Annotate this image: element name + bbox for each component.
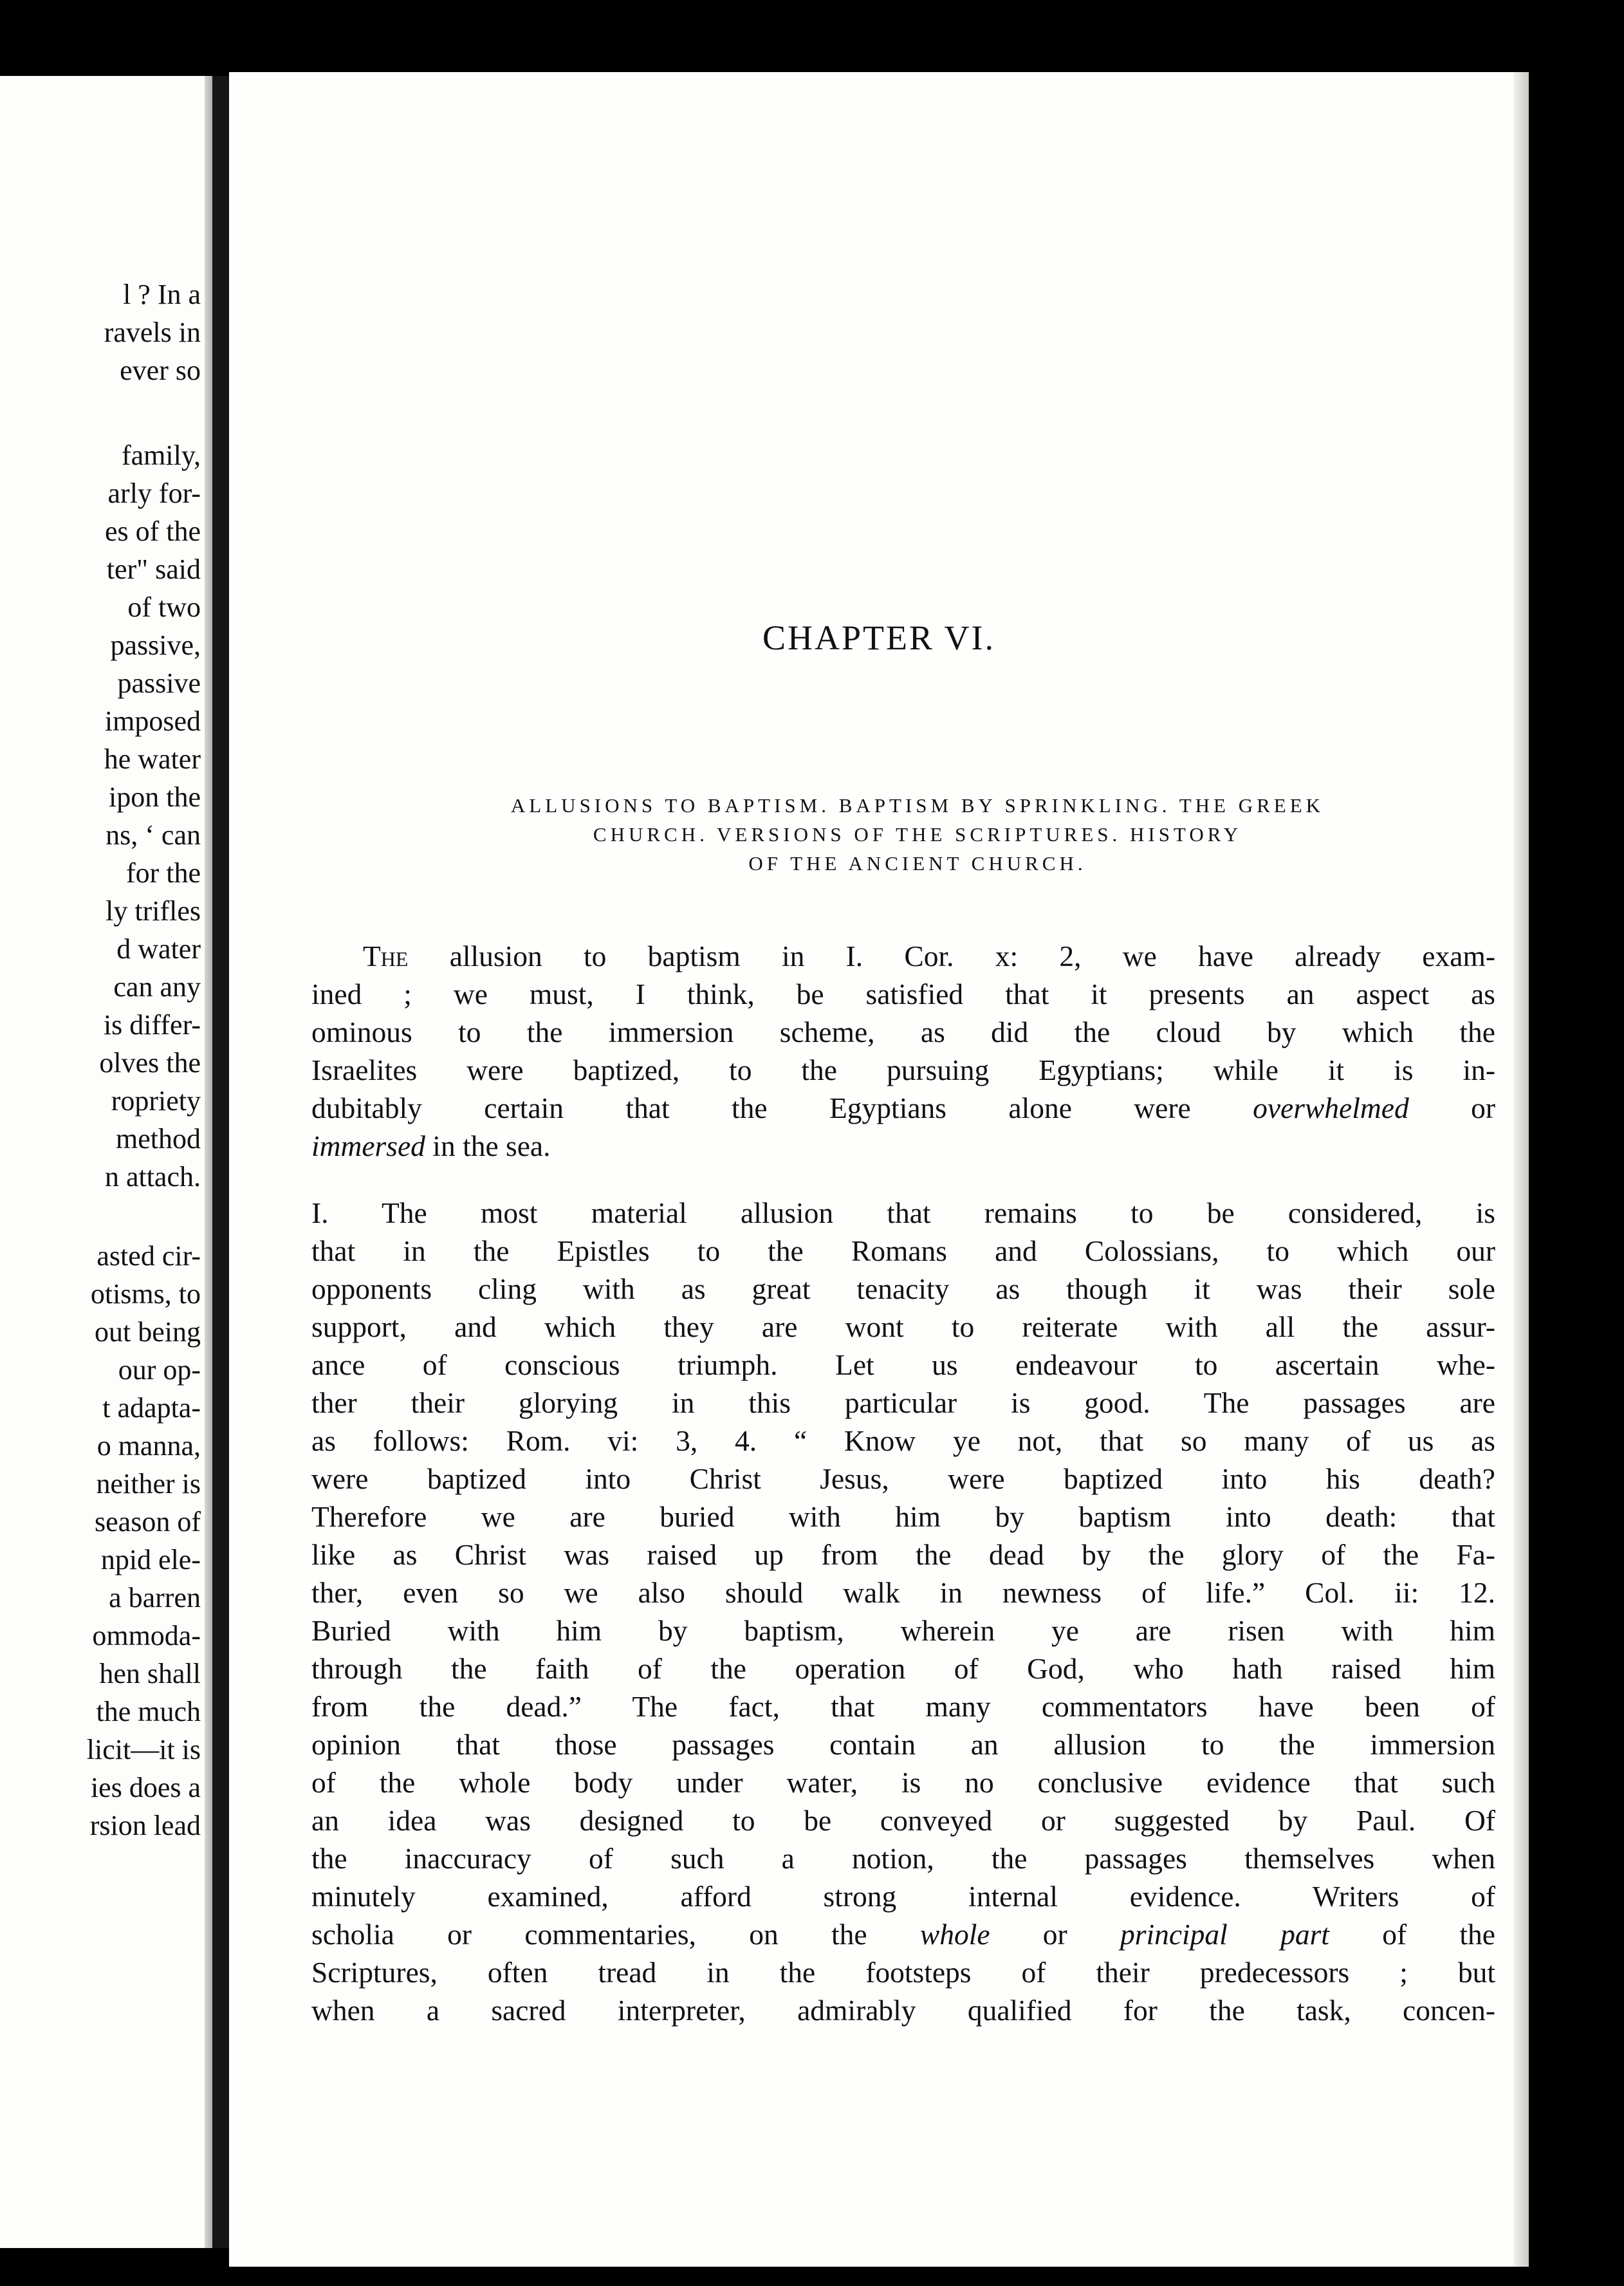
body-line: when a sacred interpreter, admirably qualified for the task, concen- <box>311 1994 1495 2027</box>
left-page-line: asted cir- <box>97 1240 201 1272</box>
body-line: were baptized into Christ Jesus, were baptized into his death? <box>311 1462 1495 1495</box>
chapter-body <box>311 937 1495 2029</box>
chapter-title: CHAPTER VI. <box>762 618 996 657</box>
italic-word: principal part <box>1120 1918 1329 1951</box>
left-page-line: passive <box>117 667 201 699</box>
left-page-line: arly for- <box>107 478 201 509</box>
body-line: opponents cling with as great tenacity as though it was their sole <box>311 1272 1495 1305</box>
left-page-line: the much <box>96 1696 201 1727</box>
left-page-line: out being <box>95 1316 201 1348</box>
italic-word: whole <box>919 1918 990 1951</box>
italic-word: immersed <box>311 1129 425 1162</box>
body-line: ined ; we must, I think, be satisfied that it presents an aspect as <box>311 978 1495 1010</box>
body-line: support, and which they are wont to reiterate with all the assur- <box>311 1310 1495 1343</box>
body-line: like as Christ was raised up from the dead by the glory of the Fa- <box>311 1538 1495 1571</box>
left-page-line: rsion lead <box>89 1810 201 1841</box>
body-line: Therefore we are buried with him by baptism into death: that <box>311 1500 1495 1533</box>
left-page-line: ies does a <box>90 1772 201 1803</box>
body-line: Israelites were baptized, to the pursuing Egyptians; while it is in- <box>311 1054 1495 1086</box>
drop-word: The <box>363 940 409 972</box>
left-page-line: he water <box>104 743 201 775</box>
left-page-line: for the <box>125 857 201 889</box>
left-page-line: npid ele- <box>100 1544 201 1575</box>
left-page-line: ipon the <box>109 781 201 813</box>
left-page-line: ter" said <box>106 553 201 585</box>
body-line: that in the Epistles to the Romans and Colossians, to which our <box>311 1234 1495 1267</box>
left-page-line: is differ- <box>103 1009 201 1041</box>
left-page-line: of two <box>127 591 201 623</box>
body-line: dubitably certain that the Egyptians alone were overwhelmed or <box>311 1092 1495 1124</box>
body-line: through the faith of the operation of God, who hath raised him <box>311 1652 1495 1685</box>
chapter-summary-line-2: CHURCH. VERSIONS OF THE SCRIPTURES. HISTORY <box>593 823 1242 846</box>
left-page-line: o manna, <box>97 1430 201 1462</box>
italic-word: overwhelmed <box>1253 1092 1409 1124</box>
left-page-line: ly trifles <box>106 895 201 927</box>
chapter-summary-line-1: ALLUSIONS TO BAPTISM. BAPTISM BY SPRINKLING. THE GREEK <box>510 794 1325 817</box>
body-line: as follows: Rom. vi: 3, 4. “ Know ye not, that so many of us as <box>311 1424 1495 1457</box>
left-page-line: family, <box>122 440 201 471</box>
left-page-line: ever so <box>120 355 201 386</box>
body-line: opinion that those passages contain an allusion to the immersion <box>311 1728 1495 1761</box>
left-page-line: method <box>116 1123 201 1155</box>
left-page-line: ns, ‘ can <box>106 819 201 851</box>
body-line: scholia or commentaries, on the whole or principal part of the <box>311 1918 1495 1951</box>
left-page-line: hen shall <box>99 1658 201 1689</box>
left-page-line: es of the <box>104 516 201 547</box>
left-page-line: olves the <box>99 1047 201 1079</box>
chapter-summary-line-3: OF THE ANCIENT CHURCH. <box>748 852 1087 875</box>
body-line: ther their glorying in this particular is good. The passages are <box>311 1386 1495 1419</box>
right-page-edge <box>1513 72 1529 2267</box>
body-line: I. The most material allusion that remains to be considered, is <box>311 1196 1495 1229</box>
body-line: ance of conscious triumph. Let us endeavour to ascertain whe- <box>311 1348 1495 1381</box>
body-line: ther, even so we also should walk in newness of life.” Col. ii: 12. <box>311 1576 1495 1609</box>
left-page-line: neither is <box>96 1468 201 1500</box>
body-line: immersed in the sea. <box>311 1129 551 1162</box>
left-page-line: licit—it is <box>86 1734 201 1765</box>
body-line: ominous to the immersion scheme, as did the cloud by which the <box>311 1016 1495 1048</box>
body-line: the inaccuracy of such a notion, the passages themselves when <box>311 1842 1495 1875</box>
left-page-line: d water <box>116 933 201 965</box>
body-line: Buried with him by baptism, wherein ye are risen with him <box>311 1614 1495 1647</box>
body-line: Scriptures, often tread in the footsteps of their predecessors ; but <box>311 1956 1495 1989</box>
left-page-line: passive, <box>110 629 201 661</box>
left-page-line: imposed <box>104 705 201 737</box>
left-page-line: t adapta- <box>102 1392 201 1424</box>
left-page-line: n attach. <box>104 1161 201 1193</box>
body-line: of the whole body under water, is no conclusive evidence that such <box>311 1766 1495 1799</box>
left-page-line: l ? In a <box>123 279 201 310</box>
left-page-line: ravels in <box>104 317 201 348</box>
left-page-line: can any <box>113 971 201 1003</box>
body-line: from the dead.” The fact, that many commentators have been of <box>311 1690 1495 1723</box>
body-line: minutely examined, afford strong internal evidence. Writers of <box>311 1880 1495 1913</box>
left-page-line: ommoda- <box>92 1620 201 1651</box>
body-line: The allusion to baptism in I. Cor. x: 2, we have already exam- <box>363 940 1495 972</box>
left-page-line: our op- <box>118 1354 201 1386</box>
book-spine <box>212 76 230 2248</box>
paragraph-gap <box>311 1165 1495 1194</box>
left-page-line: a barren <box>109 1582 201 1613</box>
left-page <box>0 76 219 2248</box>
body-line: an idea was designed to be conveyed or suggested by Paul. Of <box>311 1804 1495 1837</box>
left-page-line: season of <box>95 1506 201 1538</box>
left-page-line: otisms, to <box>90 1278 201 1310</box>
left-page-line: ropriety <box>111 1085 201 1117</box>
right-page <box>229 72 1529 2267</box>
